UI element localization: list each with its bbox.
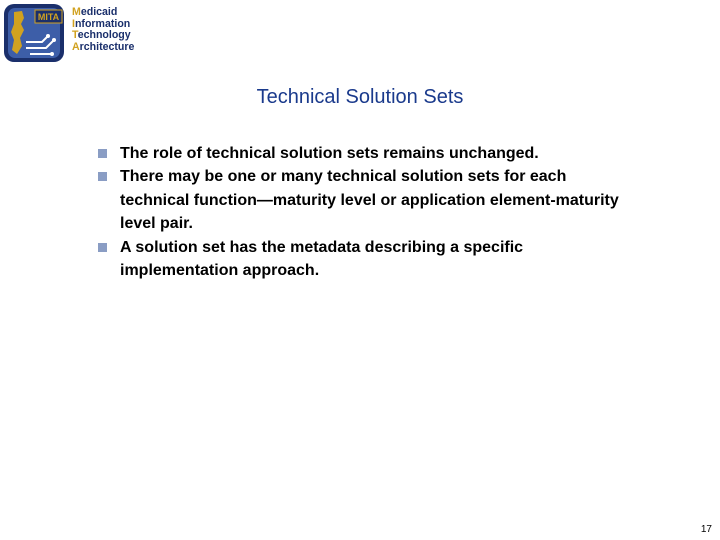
logo-wordmark — [72, 7, 134, 53]
square-bullet-icon — [98, 149, 107, 158]
bullet-item — [96, 236, 636, 283]
bullet-text: The role of technical solution sets remains unchanged. — [120, 145, 539, 162]
square-bullet-icon — [98, 243, 107, 252]
bullet-text: A solution set has the metadata describing a specific implementation approach. — [120, 238, 524, 280]
logo-line: Architecture — [72, 40, 135, 53]
page-number: 17 — [700, 524, 712, 535]
bullet-text: There may be one or many technical solution sets for each technical function—maturity level or application element-maturity level pair. — [120, 168, 619, 233]
mita-logo — [0, 0, 150, 66]
logo-line: Information — [72, 17, 131, 30]
bullet-item — [96, 142, 636, 165]
logo-line: Medicaid — [72, 6, 118, 18]
mita-emblem-icon — [2, 2, 66, 64]
logo-line: Technology — [72, 29, 131, 42]
square-bullet-icon — [98, 172, 107, 181]
slide-title: Technical Solution Sets — [256, 86, 464, 108]
logo-badge-text: MITA — [37, 12, 60, 22]
bullet-list — [96, 142, 636, 282]
bullet-item — [96, 165, 636, 235]
